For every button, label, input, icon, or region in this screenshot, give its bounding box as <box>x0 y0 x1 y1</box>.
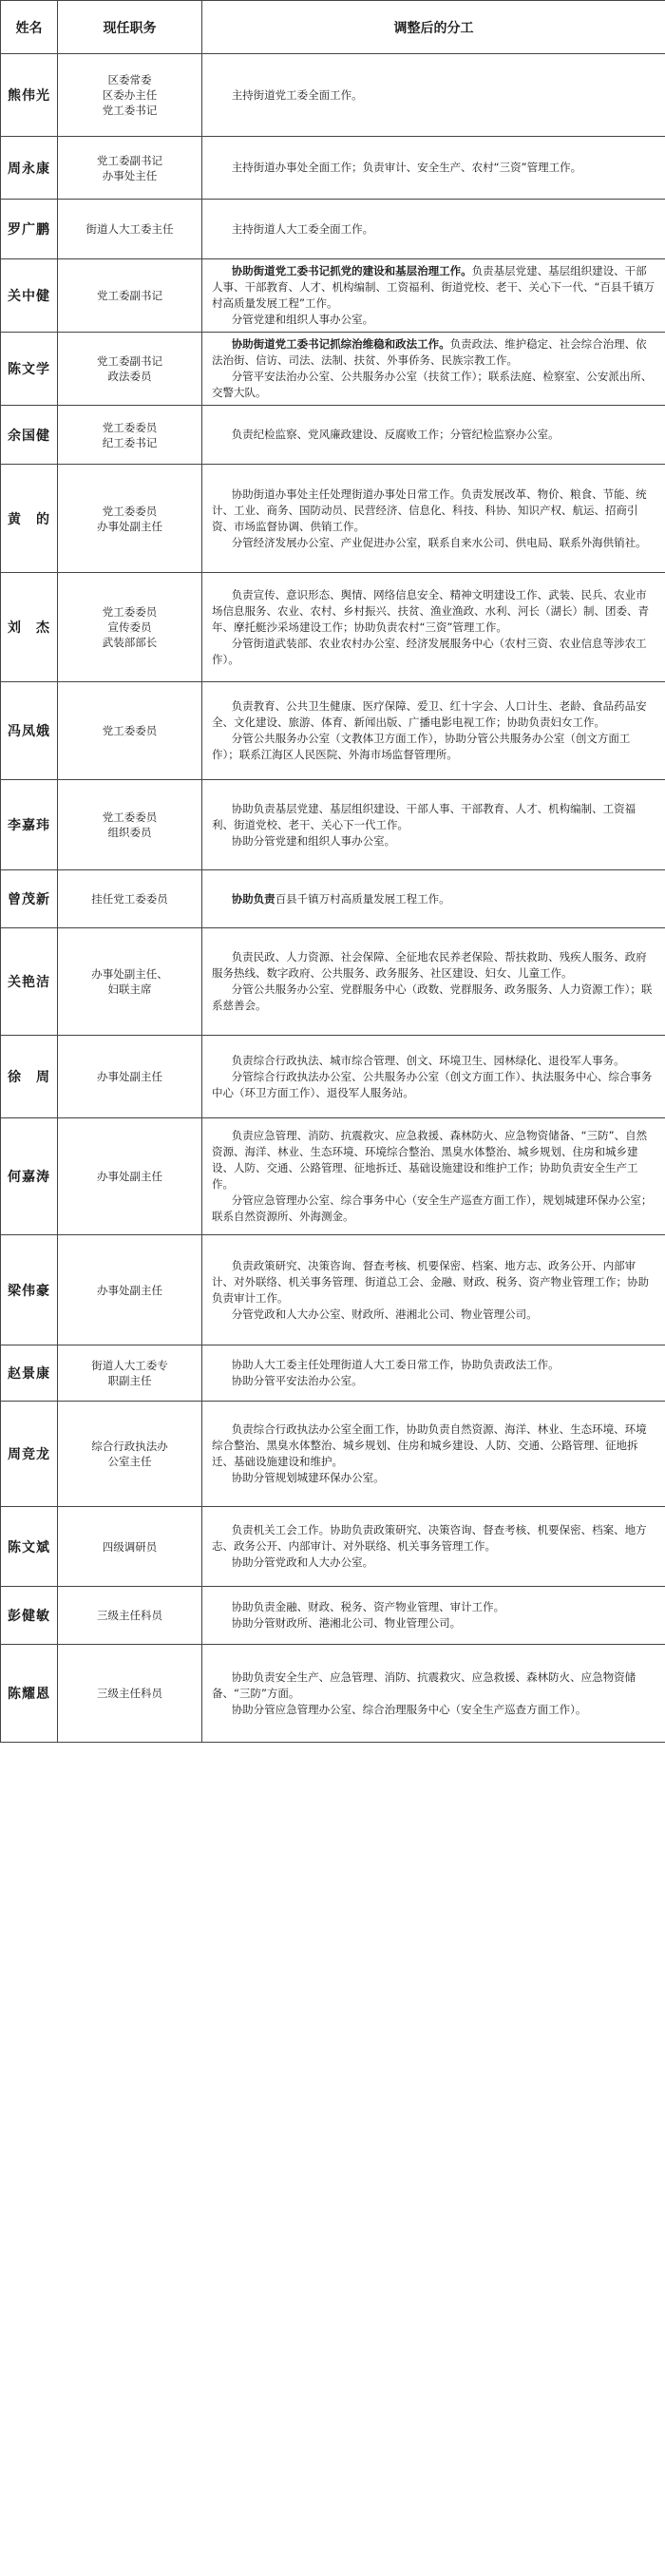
table-row <box>1 259 665 333</box>
position-line: 区委常委 <box>107 73 152 86</box>
duty-text: 分管综合行政执法办公室、公共服务办公室（创文方面工作）、执法服务中心、综合事务中心（环卫方面工作）、退役军人服务站。 <box>212 1069 653 1099</box>
duty-text: 分管党政和人大办公室、财政所、港湘北公司、物业管理公司。 <box>231 1307 538 1321</box>
position-line: 妇联主席 <box>107 983 152 996</box>
duties-cell <box>202 259 665 333</box>
duty-text: 协助分管应急管理办公室、综合治理服务中心（安全生产巡查方面工作）。 <box>231 1702 587 1716</box>
duty-paragraph <box>212 87 656 104</box>
duty-text: 分管平安法治办公室、公共服务办公室（扶贫工作）；联系法庭、检察室、公安派出所、交警大队。 <box>212 370 653 399</box>
duties-cell <box>202 465 665 573</box>
duties-cell <box>202 928 665 1036</box>
official-name: 周竞龙 <box>1 1402 58 1507</box>
table-row <box>1 1587 665 1645</box>
duty-paragraph <box>212 221 656 238</box>
official-name: 关中健 <box>1 259 58 333</box>
duty-paragraph <box>212 1193 656 1225</box>
duties-cell <box>202 137 665 200</box>
position-line: 党工委委员 <box>102 504 158 518</box>
duties-cell <box>202 1645 665 1743</box>
duty-paragraph <box>212 1615 656 1631</box>
position-line: 办事处副主任、 <box>91 967 168 981</box>
duty-paragraph <box>212 891 656 907</box>
position-cell <box>58 870 202 928</box>
duties-cell <box>202 1507 665 1587</box>
duty-paragraph <box>212 731 656 763</box>
duty-text: 分管街道武装部、农业农村办公室、经济发展服务中心（农村三资、农业信息等涉农工作）。 <box>212 636 647 666</box>
header-position: 现任职务 <box>58 1 202 54</box>
duty-paragraph <box>212 833 656 849</box>
duty-text: 负责机关工会工作。协助负责政策研究、决策咨询、督查考核、机要保密、档案、地方志、政务公开、内部审计、对外联络、机关事务管理工作。 <box>212 1523 647 1553</box>
header-name: 姓名 <box>1 1 58 54</box>
duty-text: 负责应急管理、消防、抗震救灾、应急救援、森林防火、应急物资储备、“三防”、自然资源、海洋、林业、生态环境、环境综合整治、黑臭水体整治、城乡规划、住房和城乡建设、人防、交通、公路管理、征地拆迁、基础设施建设和维护工作；协助负责安全生产工作。 <box>212 1129 648 1191</box>
position-cell <box>58 54 202 137</box>
official-name: 关艳洁 <box>1 928 58 1036</box>
position-cell <box>58 928 202 1036</box>
position-cell <box>58 406 202 465</box>
duty-paragraph <box>212 587 656 636</box>
official-name: 李嘉玮 <box>1 780 58 870</box>
official-name: 陈耀恩 <box>1 1645 58 1743</box>
official-name: 熊伟光 <box>1 54 58 137</box>
position-line: 街道人大工委主任 <box>86 222 174 236</box>
table-row <box>1 54 665 137</box>
duty-text: 负责民政、人力资源、社会保障、全征地农民养老保险、帮扶救助、残疾人服务、政府服务热线、数字政府、公共服务、政务服务、社区建设、妇女、儿童工作。 <box>212 950 647 980</box>
table-row <box>1 200 665 259</box>
official-name: 何嘉涛 <box>1 1118 58 1235</box>
duties-cell <box>202 54 665 137</box>
position-cell <box>58 1402 202 1507</box>
duty-paragraph <box>212 636 656 668</box>
duty-paragraph <box>212 698 656 731</box>
duty-text: 负责宣传、意识形态、舆情、网络信息安全、精神文明建设工作、武装、民兵、农业市场信息服务、农业、农村、乡村振兴、扶贫、渔业渔政、水利、河长（湖长）制、团委、青年、摩托艇沙采场建设工作；协助负责农村“三资”管理工作。 <box>212 587 649 634</box>
duty-text: 协助负责基层党建、基层组织建设、干部人事、干部教育、人才、机构编制、工资福利、街道党校、老干、关心下一代工作。 <box>212 801 636 831</box>
duty-text: 负责基层党建、基层组织建设、干部人事、干部教育、人才、机构编制、工资福利、街道党校、老干、关心下一代、“百县千镇万村高质量发展工程”工作。 <box>212 264 655 310</box>
position-cell <box>58 259 202 333</box>
duty-paragraph <box>212 535 656 551</box>
duty-paragraph <box>212 369 656 401</box>
table-row <box>1 573 665 682</box>
duty-paragraph <box>212 487 656 535</box>
header-duties: 调整后的分工 <box>202 1 665 54</box>
duty-paragraph <box>212 160 656 176</box>
duty-text: 协助分管规划城建环保办公室。 <box>231 1471 385 1484</box>
position-cell <box>58 465 202 573</box>
position-cell <box>58 1118 202 1235</box>
duty-text: 协助分管平安法治办公室。 <box>231 1374 363 1387</box>
position-line: 组织委员 <box>107 826 152 839</box>
duty-paragraph <box>212 1470 656 1486</box>
position-line: 党工委委员 <box>102 811 158 824</box>
official-name: 陈文学 <box>1 333 58 406</box>
duty-text: 负责综合行政执法办公室全面工作，协助负责自然资源、海洋、林业、生态环境、环境综合整治、黑臭水体整治、城乡规划、住房和城乡建设、人防、交通、公路管理、征地拆迁、基础设施建设和维护。 <box>212 1422 647 1468</box>
table-row <box>1 1507 665 1587</box>
official-name: 罗广鹏 <box>1 200 58 259</box>
duty-paragraph <box>212 1258 656 1307</box>
duty-paragraph <box>212 1522 656 1555</box>
duty-text: 分管公共服务办公室、党群服务中心（政数、党群服务、政务服务、人力资源工作）；联系慈善会。 <box>212 983 653 1012</box>
duty-text: 负责综合行政执法、城市综合管理、创文、环境卫生、园林绿化、退役军人事务。 <box>231 1053 625 1067</box>
duty-paragraph <box>212 982 656 1014</box>
duty-paragraph <box>212 312 656 328</box>
table-body <box>1 54 665 1743</box>
duty-paragraph <box>212 1128 656 1193</box>
position-line: 党工委副书记 <box>97 354 162 368</box>
position-line: 公室主任 <box>107 1455 152 1468</box>
position-cell <box>58 1507 202 1587</box>
official-name: 冯凤娥 <box>1 682 58 780</box>
position-line: 党工委副书记 <box>97 289 162 302</box>
position-line: 办事处副主任 <box>97 1170 162 1183</box>
duties-cell <box>202 573 665 682</box>
duties-cell <box>202 1235 665 1345</box>
table-row <box>1 137 665 200</box>
position-line: 党工委委员 <box>102 605 158 619</box>
duty-text: 协助分管财政所、港湘北公司、物业管理公司。 <box>231 1616 462 1630</box>
position-line: 职副主任 <box>107 1374 152 1387</box>
position-line: 挂任党工委委员 <box>91 892 168 906</box>
table-row <box>1 780 665 870</box>
position-line: 办事处主任 <box>102 168 158 182</box>
duties-cell <box>202 333 665 406</box>
official-name: 余国健 <box>1 406 58 465</box>
duty-paragraph <box>212 263 656 312</box>
duties-cell <box>202 406 665 465</box>
duty-text: 主持街道党工委全面工作。 <box>231 87 363 102</box>
duties-cell <box>202 1036 665 1118</box>
duty-text: 分管应急管理办公室、综合事务中心（安全生产巡查方面工作），规划城建环保办公室；联系自然资源所、外海测金。 <box>212 1193 653 1223</box>
official-name: 徐 周 <box>1 1036 58 1118</box>
duty-paragraph <box>212 1373 656 1389</box>
official-name: 赵景康 <box>1 1345 58 1402</box>
duty-text: 主持街道人大工委全面工作。 <box>231 221 374 236</box>
position-line: 政法委员 <box>107 370 152 383</box>
table-row <box>1 465 665 573</box>
header-row <box>1 1 665 54</box>
position-cell <box>58 200 202 259</box>
position-cell <box>58 1345 202 1402</box>
position-line: 党工委书记 <box>102 104 158 117</box>
duties-cell <box>202 1587 665 1645</box>
duty-paragraph <box>212 336 656 369</box>
duties-cell <box>202 870 665 928</box>
duty-text: 负责教育、公共卫生健康、医疗保障、爱卫、红十字会、人口计生、老龄、食品药品安全、文化建设、旅游、体育、新闻出版、广播电影电视工作；协助负责妇女工作。 <box>212 699 647 729</box>
position-line: 街道人大工委专 <box>91 1359 168 1372</box>
duty-text: 协助分管党政和人大办公室。 <box>231 1555 374 1569</box>
duty-paragraph <box>212 1670 656 1702</box>
position-cell <box>58 1645 202 1743</box>
official-name: 陈文斌 <box>1 1507 58 1587</box>
duty-text: 负责政法、维护稳定、社会综合治理、依法治街、信访、司法、法制、扶贫、外事侨务、民族宗教工作。 <box>212 337 647 367</box>
duty-text: 分管党建和组织人事办公室。 <box>231 313 374 326</box>
duties-cell <box>202 1402 665 1507</box>
duty-text: 协助负责安全生产、应急管理、消防、抗震救灾、应急救援、森林防火、应急物资储备、“三防”方面。 <box>212 1670 636 1700</box>
duty-paragraph <box>212 949 656 982</box>
duty-text: 协助人大工委主任处理街道人大工委日常工作，协助负责政法工作。 <box>231 1358 560 1371</box>
table-row <box>1 1036 665 1118</box>
position-cell <box>58 1036 202 1118</box>
duty-paragraph <box>212 1422 656 1470</box>
duty-paragraph <box>212 1357 656 1373</box>
table-row <box>1 1402 665 1507</box>
duty-lead-text: 协助街道党工委书记抓党的建设和基层治理工作。 <box>231 264 472 277</box>
duties-cell <box>202 780 665 870</box>
position-line: 区委办主任 <box>102 88 158 102</box>
position-line: 四级调研员 <box>102 1539 158 1554</box>
duty-text: 负责纪检监察、党风廉政建设、反腐败工作；分管纪检监察办公室。 <box>231 428 560 441</box>
duties-cell <box>202 1118 665 1235</box>
table-row <box>1 333 665 406</box>
position-line: 宣传委员 <box>107 620 152 634</box>
duty-text: 分管公共服务办公室（文教体卫方面工作），协助分管公共服务办公室（创文方面工作）；联系江海区人民医院、外海市场监督管理所。 <box>212 732 631 761</box>
position-line: 办事处副主任 <box>97 1283 162 1297</box>
duty-text: 负责政策研究、决策咨询、督查考核、机要保密、档案、地方志、政务公开、内部审计、对外联络、机关事务管理、街道总工会、金融、财政、税务、资产物业管理工作；协助负责审计工作。 <box>212 1258 649 1305</box>
position-line: 办事处副主任 <box>97 519 162 533</box>
duty-text: 分管经济发展办公室、产业促进办公室，联系自来水公司、供电局、联系外海供销社。 <box>231 535 647 549</box>
duty-paragraph <box>212 1307 656 1323</box>
official-name: 周永康 <box>1 137 58 200</box>
position-line: 武装部部长 <box>102 636 158 649</box>
duty-text: 协助分管党建和组织人事办公室。 <box>231 833 396 848</box>
official-name: 曾茂新 <box>1 870 58 928</box>
table-row <box>1 682 665 780</box>
duties-cell <box>202 682 665 780</box>
duty-lead-text: 协助街道党工委书记抓综治维稳和政法工作。 <box>231 337 450 351</box>
position-line: 三级主任科员 <box>97 1687 162 1700</box>
position-line: 三级主任科员 <box>97 1609 162 1622</box>
position-line: 纪工委书记 <box>102 435 158 449</box>
duty-paragraph <box>212 1702 656 1718</box>
duty-paragraph <box>212 1599 656 1615</box>
position-cell <box>58 780 202 870</box>
table-row <box>1 1345 665 1402</box>
position-cell <box>58 682 202 780</box>
table-row <box>1 406 665 465</box>
duty-text: 百县千镇万村高质量发展工程工作。 <box>275 891 450 906</box>
position-line: 党工委副书记 <box>97 153 162 167</box>
position-cell <box>58 333 202 406</box>
duty-text: 协助负责金融、财政、税务、资产物业管理、审计工作。 <box>231 1600 505 1613</box>
official-name: 梁伟豪 <box>1 1235 58 1345</box>
duty-text: 主持街道办事处全面工作；负责审计、安全生产、农村“三资”管理工作。 <box>231 161 582 174</box>
position-cell <box>58 137 202 200</box>
position-cell <box>58 1587 202 1645</box>
duties-cell <box>202 1345 665 1402</box>
table-row <box>1 1235 665 1345</box>
duty-text: 协助街道办事处主任处理街道办事处日常工作。负责发展改革、物价、粮食、节能、统计、工业、商务、国防动员、民营经济、信息化、科技、科协、知识产权、航运、招商引资、市场监督协调、供销工作。 <box>212 487 647 533</box>
official-name: 黄 的 <box>1 465 58 573</box>
duty-lead-text: 协助负责 <box>231 891 276 906</box>
position-line: 综合行政执法办 <box>91 1440 168 1453</box>
position-cell <box>58 573 202 682</box>
duty-paragraph <box>212 1053 656 1069</box>
official-name: 彭健敏 <box>1 1587 58 1645</box>
table-row <box>1 1645 665 1743</box>
position-cell <box>58 1235 202 1345</box>
duty-paragraph <box>212 1069 656 1101</box>
position-line: 党工委委员 <box>102 420 158 434</box>
official-name: 刘 杰 <box>1 573 58 682</box>
table-row <box>1 870 665 928</box>
duty-paragraph <box>212 1555 656 1571</box>
position-line: 党工委委员 <box>102 724 158 737</box>
table-row <box>1 928 665 1036</box>
duties-cell <box>202 200 665 259</box>
table-row <box>1 1118 665 1235</box>
position-line: 办事处副主任 <box>97 1070 162 1083</box>
duty-paragraph <box>212 427 656 443</box>
duty-paragraph <box>212 801 656 833</box>
